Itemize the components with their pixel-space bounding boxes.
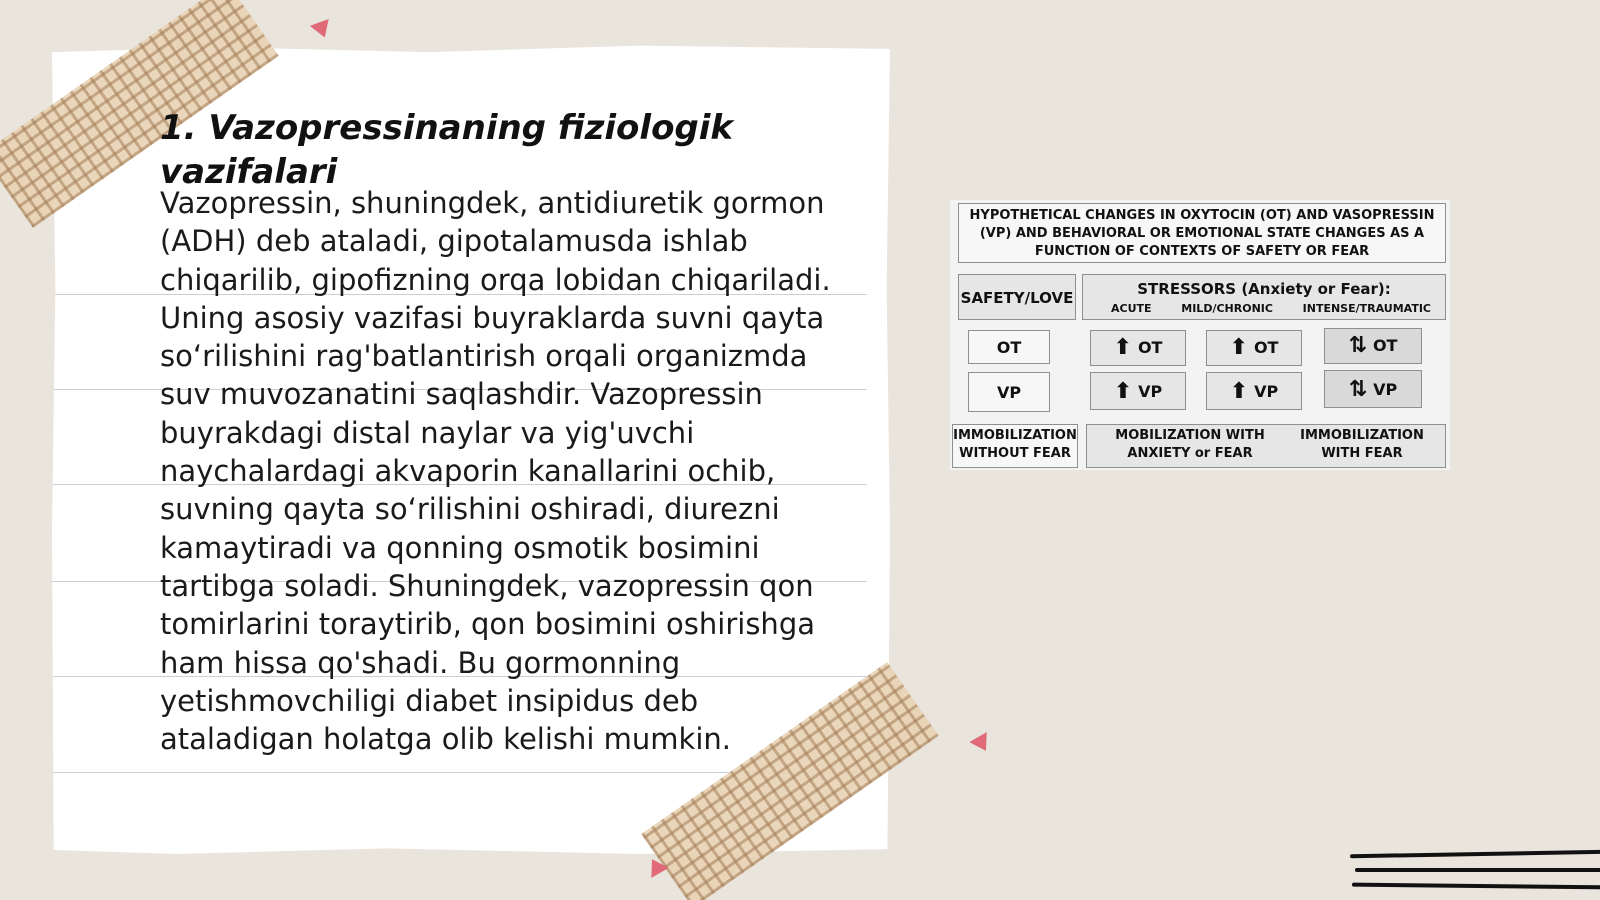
decorative-scribble (1352, 883, 1600, 890)
decorative-scribble (1350, 850, 1600, 859)
pin-icon (969, 732, 994, 756)
arrow-up-down-icon: ⇅ (1348, 377, 1368, 402)
vp-label: VP (1373, 380, 1398, 399)
mobilization-immobilization-box (1086, 424, 1446, 468)
ot-label: OT (1253, 338, 1279, 357)
vp-label: VP (1138, 382, 1163, 401)
immobilization-without-fear: IMMOBILIZATION WITHOUT FEAR (952, 424, 1078, 468)
slide-body-text: Vazopressin, shuningdek, antidiuretik gormon (ADH) deb ataladi, gipotalamusda ishlab chiqarilib, gipofizning orqa lobidan chiqariladi. Uning asosiy vazifasi buyraklarda suvni qayta so‘rilishini rag'batlantirish orqali organizmda suv muvozanatini saqlashdir. Vazopressin buyrakdagi distal naylar va yig'uvchi naychalardagi akvaporin kanallarini ochib, suvning qayta so‘rilishini oshiradi, diurezni kamaytiradi va qonning osmotik bosimini tartibga soladi. Shuningdek, vazopressin qon tomirlarini toraytirib, qon bosimini oshirishga ham hissa qo'shadi. Bu gormonning yetishmovchiligi diabet insipidus deb ataladigan holatga olib kelishi mumkin. (160, 186, 831, 757)
stressors-label: STRESSORS (Anxiety or Fear): (1137, 280, 1391, 298)
mild-vp-cell (1206, 372, 1302, 410)
col-acute: ACUTE (1111, 302, 1152, 315)
slide-title: 1. Vazopressinaning fiziologik vazifalari (160, 108, 734, 192)
mobilization-label: MOBILIZATION WITH ANXIETY or FEAR (1115, 428, 1265, 461)
ot-label: OT (1137, 338, 1163, 357)
arrow-up-icon: ⬆ (1113, 379, 1133, 404)
arrow-up-down-icon: ⇅ (1348, 333, 1367, 358)
stressors-header (1082, 274, 1446, 320)
immobilization-with-fear-label: IMMOBILIZATION WITH FEAR (1300, 428, 1424, 461)
acute-vp-cell (1090, 372, 1186, 410)
arrow-up-icon: ⬆ (1229, 335, 1248, 360)
col-mild-chronic: MILD/CHRONIC (1181, 302, 1273, 315)
intense-ot-cell (1324, 328, 1422, 364)
safety-love-label: SAFETY/LOVE (958, 274, 1076, 320)
decorative-scribble (1355, 868, 1600, 872)
ot-label: OT (1372, 336, 1398, 355)
col-intense-traumatic: INTENSE/TRAUMATIC (1302, 302, 1431, 315)
vp-label: VP (1254, 382, 1279, 401)
arrow-up-icon: ⬆ (1113, 335, 1132, 360)
ot-label: OT (996, 338, 1022, 357)
arrow-up-icon: ⬆ (1229, 379, 1249, 404)
acute-ot-cell (1090, 330, 1186, 366)
safety-vp-cell (968, 372, 1050, 412)
ot-vp-figure (950, 200, 1450, 470)
mild-ot-cell (1206, 330, 1302, 366)
pin-icon (310, 19, 334, 41)
figure-header: HYPOTHETICAL CHANGES IN OXYTOCIN (OT) AND VASOPRESSIN (VP) AND BEHAVIORAL OR EMOTIONAL STATE CHANGES AS A FUNCTION OF CONTEXTS OF SAFETY OR FEAR (958, 203, 1446, 263)
safety-ot-cell (968, 330, 1050, 364)
intense-vp-cell (1324, 370, 1422, 408)
vp-label: VP (996, 383, 1022, 402)
